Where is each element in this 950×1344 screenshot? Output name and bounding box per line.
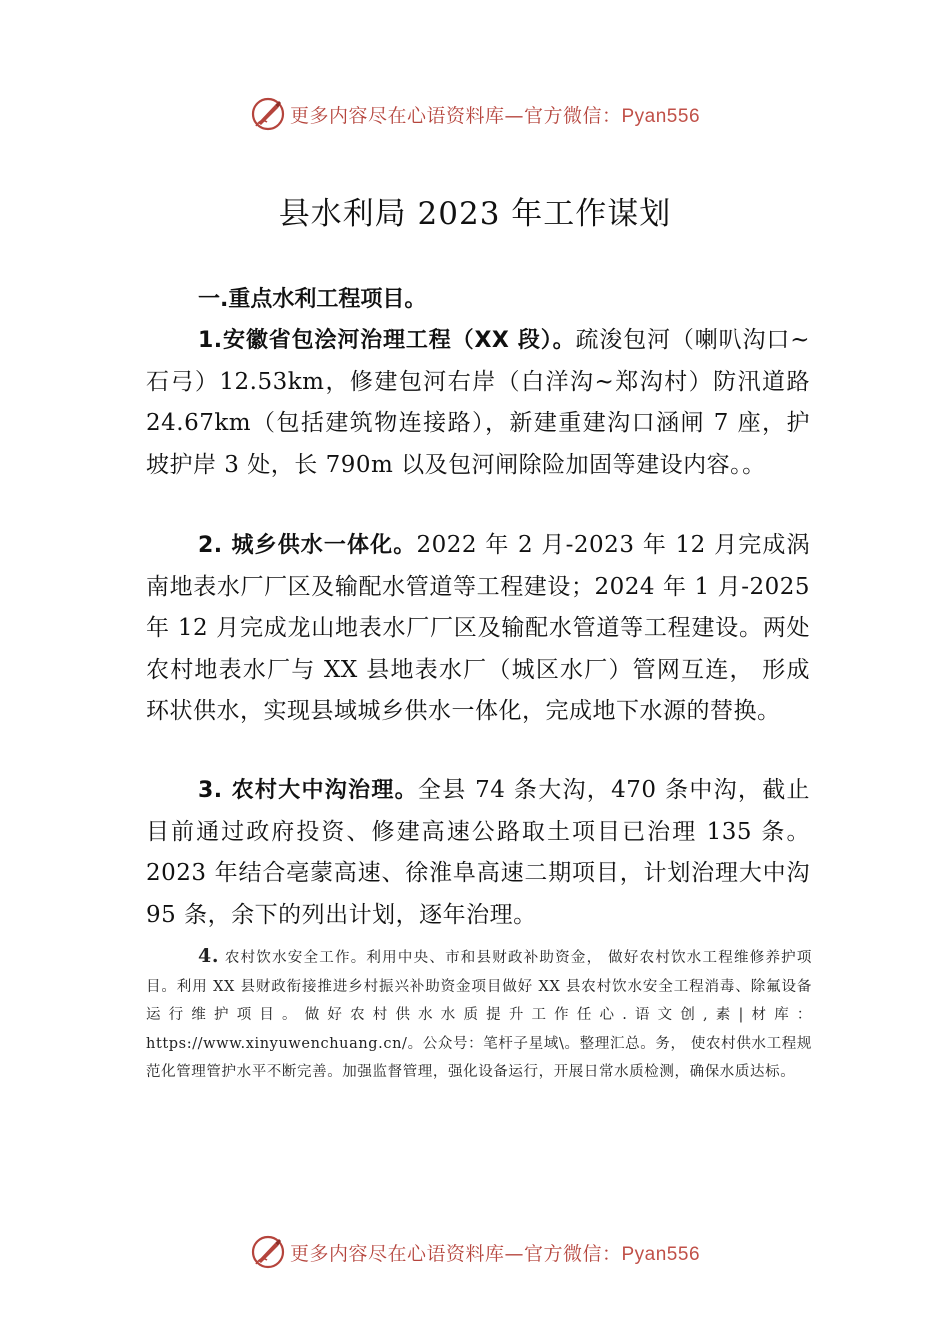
item-paragraph (146, 770, 810, 936)
item-lead: 4. (198, 945, 220, 967)
banner-account: Pyan556 (621, 1243, 701, 1265)
pen-logo-icon (250, 96, 286, 132)
item-lead: 2. 城乡供水一体化。 (198, 533, 417, 558)
item-lead: 1.安徽省包浍河治理工程（XX 段）。 (198, 328, 576, 353)
banner-account: Pyan556 (621, 105, 701, 127)
item-paragraph (146, 525, 810, 733)
top-banner (0, 94, 950, 134)
pen-logo-icon (250, 1234, 286, 1270)
banner-text: 更多内容尽在心语资料库—官方微信：Pyan556 (289, 1242, 701, 1265)
item-lead: 3. 农村大中沟治理。 (198, 778, 418, 803)
item-body: 农村饮水安全工作。利用中央、市和县财政补助资金， 做好农村饮水工程维修养护项目。利用 XX 县财政衔接推进乡村振兴补助资金项目做好 XX 县农村饮水安全工程消毒、除氟设备运行维护项目。做好农村供水水质提升工作任心.语文创,素|材库：https://www.xinyuwenchuang.cn/。公众号：笔杆子星域\。整理汇总。务， 使农村供水工程规范化管理管护水平不断完善。加强监督管理，强化设备运行，开展日常水质检测，确保水质达标。 (146, 950, 812, 1081)
page-title: 县水利局 2023 年工作谋划 (278, 196, 672, 232)
item-body: 疏浚包河（喇叭沟口~石弓）12.53km，修建包河右岸（白洋沟~郑沟村）防汛道路 24.67km（包括建筑物连接路），新建重建沟口涵闸 7 座，护坡护岸 3 处，长 790m 以及包河闸除险加固等建设内容。。 (146, 327, 811, 478)
bottom-banner (0, 1232, 950, 1272)
item-body: 全县 74 条大沟，470 条中沟，截止目前通过政府投资、修建高速公路取土项目已治理 135 条。2023 年结合亳蒙高速、徐淮阜高速二期项目，计划治理大中沟 95 条，余下的列出计划，逐年治理。 (146, 777, 811, 928)
item-paragraph (146, 320, 810, 486)
item-paragraph-small (146, 942, 812, 1087)
banner-text: 更多内容尽在心语资料库—官方微信：Pyan556 (289, 104, 701, 127)
section-heading: 一.重点水利工程项目。 (198, 287, 427, 312)
item-body: 2022 年 2 月-2023 年 12 月完成涡南地表水厂厂区及输配水管道等工程建设；2024 年 1 月-2025 年 12 月完成龙山地表水厂厂区及输配水管道等工程建设。两处农村地表水厂与 XX 县地表水厂（城区水厂）管网互连， 形成环状供水，实现县域城乡供水一体化，完成地下水源的替换。 (146, 532, 811, 724)
